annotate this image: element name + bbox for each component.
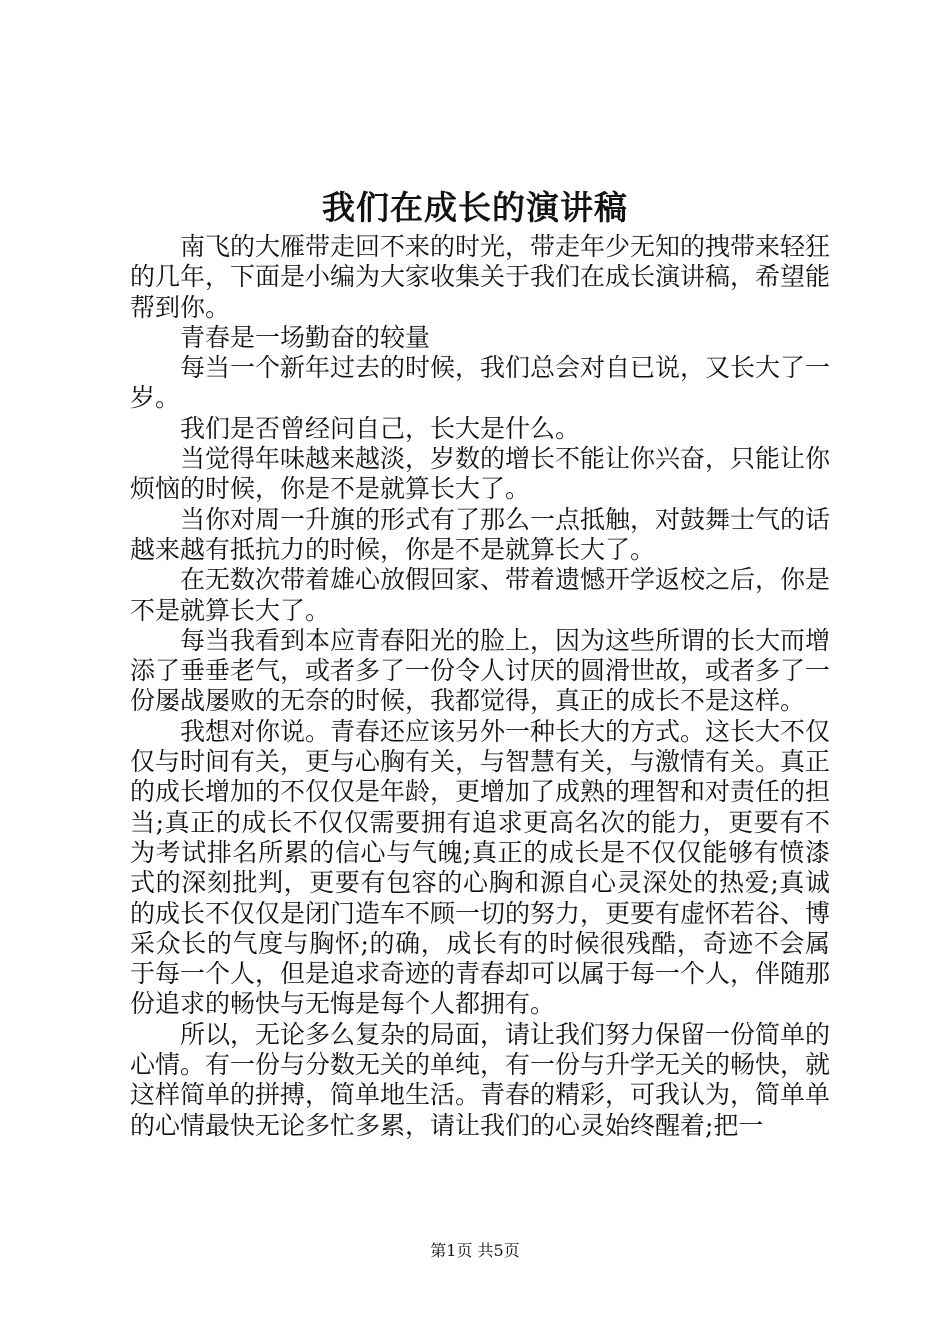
paragraph: 所以，无论多么复杂的局面，请让我们努力保留一份简单的心情。有一份与分数无关的单纯，有一份与升学无关的畅快，就这样简单的拼搏，简单地生活。青春的精彩，可我认为，简单单的心情最快无论多忙多累，请让我们的心灵始终醒着;把一 [130,1019,831,1140]
paragraph: 南飞的大雁带走回不来的时光，带走年少无知的拽带来轻狂的几年，下面是小编为大家收集关于我们在成长演讲稿，希望能帮到你。 [130,232,831,322]
paragraph: 当你对周一升旗的形式有了那么一点抵触，对鼓舞士气的话越来越有抵抗力的时候，你是不是就算长大了。 [130,504,831,564]
paragraph: 在无数次带着雄心放假回家、带着遗憾开学返校之后，你是不是就算长大了。 [130,565,831,625]
paragraph: 我们是否曾经问自己，长大是什么。 [180,413,581,443]
paragraph: 每当我看到本应青春阳光的脸上，因为这些所谓的长大而增添了垂垂老气，或者多了一份令人讨厌的圆滑世故，或者多了一份屡战屡败的无奈的时候，我都觉得，真正的成长不是这样。 [130,625,831,716]
paragraph: 当觉得年味越来越淡，岁数的增长不能让你兴奋，只能让你烦恼的时候，你是不是就算长大了。 [130,444,831,504]
paragraph: 每当一个新年过去的时候，我们总会对自已说，又长大了一岁。 [130,353,831,413]
page-number-footer: 第1页 共5页 [430,1241,520,1260]
paragraph: 我想对你说。青春还应该另外一种长大的方式。这长大不仅仅与时间有关，更与心胸有关，与智慧有关，与激情有关。真正的成长增加的不仅仅是年龄，更增加了成熟的理智和对责任的担当;真正的成长不仅仅需要拥有追求更高名次的能力，更要有不为考试排名所累的信心与气魄;真正的成长是不仅仅能够有愤漆式的深刻批判，更要有包容的心胸和源自心灵深处的热爱;真诚的成长不仅仅是闭门造车不顾一切的努力，更要有虚怀若谷、博采众长的气度与胸怀;的确，成长有的时候很残酷，奇迹不会属于每一个人，但是追求奇迹的青春却可以属于每一个人，伴随那份追求的畅快与无悔是每个人都拥有。 [130,716,831,1019]
document-title: 我们在成长的演讲稿 [322,188,628,227]
paragraph: 青春是一场勤奋的较量 [180,322,431,352]
document-body [130,232,830,1141]
